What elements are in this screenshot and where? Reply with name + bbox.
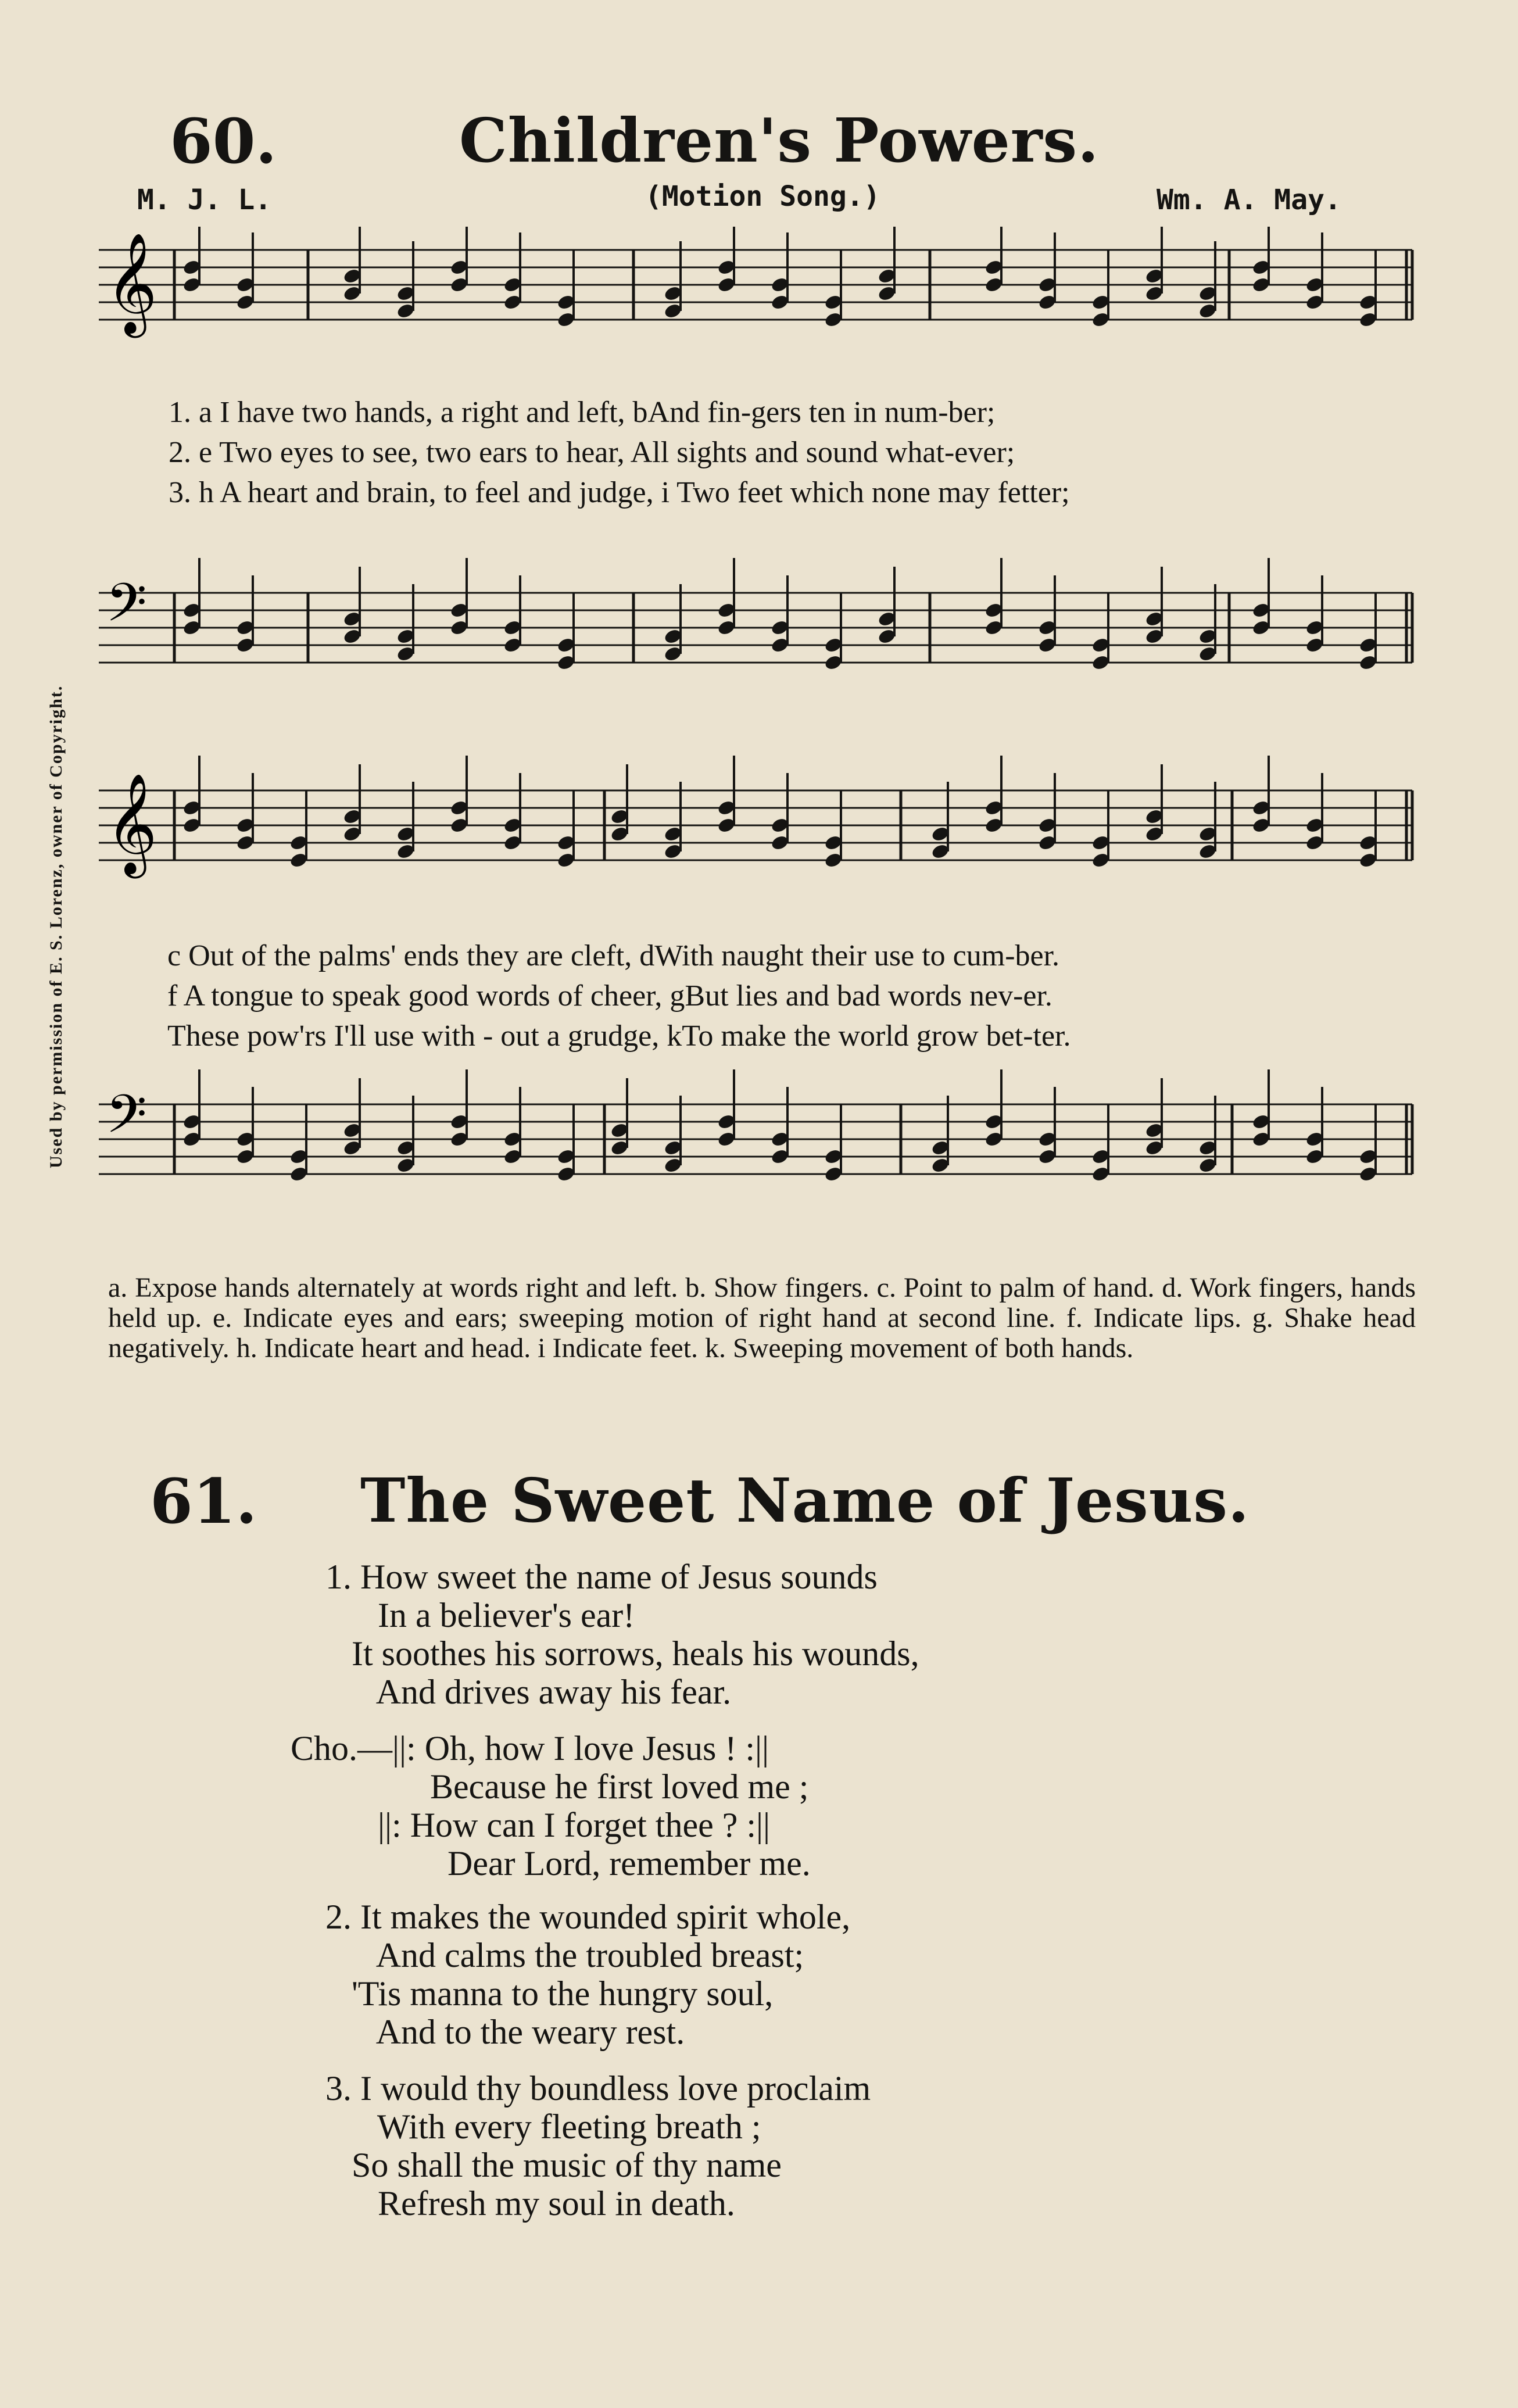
- verse-2-line-a: 2. e Two eyes to see, two ears to hear, All sights and sound what-ever;: [169, 436, 1015, 469]
- verse-3-line-a: 3. h A heart and brain, to feel and judge, i Two feet which none may fetter;: [169, 476, 1070, 509]
- verse-2-line-b: f A tongue to speak good words of cheer, gBut lies and bad words nev-er.: [167, 979, 1052, 1012]
- hymn-61-number: 61.: [150, 1465, 257, 1537]
- hymn-60-title: Children's Powers.: [459, 105, 1100, 176]
- bass-clef-icon: 𝄢: [106, 572, 147, 646]
- copyright-side-note: Used by permission of E. S. Lorenz, owner of Copyright.: [46, 685, 66, 1168]
- music-staff-bass-1: [93, 541, 1424, 732]
- treble-clef-icon: 𝄞: [106, 773, 157, 874]
- chorus: Cho.—||: Oh, how I love Jesus ! :|| Because he first loved me ; ||: How can I forget thee ? :|| Dear Lord, remember me.: [291, 1729, 811, 1883]
- verses-system-2: [167, 939, 1071, 1053]
- stanza-2: 2. It makes the wounded spirit whole, And calms the troubled breast; 'Tis manna to the hungry soul, And to the weary rest.: [325, 1898, 851, 2051]
- verse-1-line-b: c Out of the palms' ends they are cleft, dWith naught their use to cum-ber.: [167, 939, 1060, 972]
- music-staff-treble-1: [93, 227, 1424, 378]
- hymn-61-title: The Sweet Name of Jesus.: [360, 1465, 1250, 1536]
- verse-1-line-a: 1. a I have two hands, a right and left, bAnd fin-gers ten in num-ber;: [169, 396, 996, 429]
- hymn-60-number: 60.: [170, 105, 277, 177]
- stanza-3: 3. I would thy boundless love proclaim With every fleeting breath ; So shall the music of thy name Refresh my soul in death.: [325, 2069, 871, 2223]
- bass-clef-icon: 𝄢: [106, 1083, 147, 1158]
- hymn-60-subtitle: (Motion Song.): [645, 180, 880, 213]
- motion-footnotes: a. Expose hands alternately at words right and left. b. Show fingers. c. Point to palm of hand. d. Work fingers, hands held up. e. Indicate eyes and ears; sweeping motion of right hand at second line. f. Indicate lips. g. Shake head negatively. h. Indicate heart and head. i Indicate feet. k. Sweeping movement of both hands.: [108, 1272, 1416, 1364]
- verses-system-1: [169, 395, 1070, 510]
- music-staff-bass-2: [93, 1069, 1424, 1261]
- music-staff-treble-2: [93, 750, 1424, 942]
- stanza-1: 1. How sweet the name of Jesus sounds In a believer's ear! It soothes his sorrows, heals his wounds, And drives away his fear.: [325, 1558, 919, 1711]
- hymn-60-composer: Wm. A. May.: [1157, 184, 1341, 216]
- verse-3-line-b: These pow'rs I'll use with - out a grudge, kTo make the world grow bet-ter.: [167, 1019, 1071, 1053]
- hymn-60-author: M. J. L.: [137, 184, 272, 216]
- treble-clef-icon: 𝄞: [106, 232, 157, 334]
